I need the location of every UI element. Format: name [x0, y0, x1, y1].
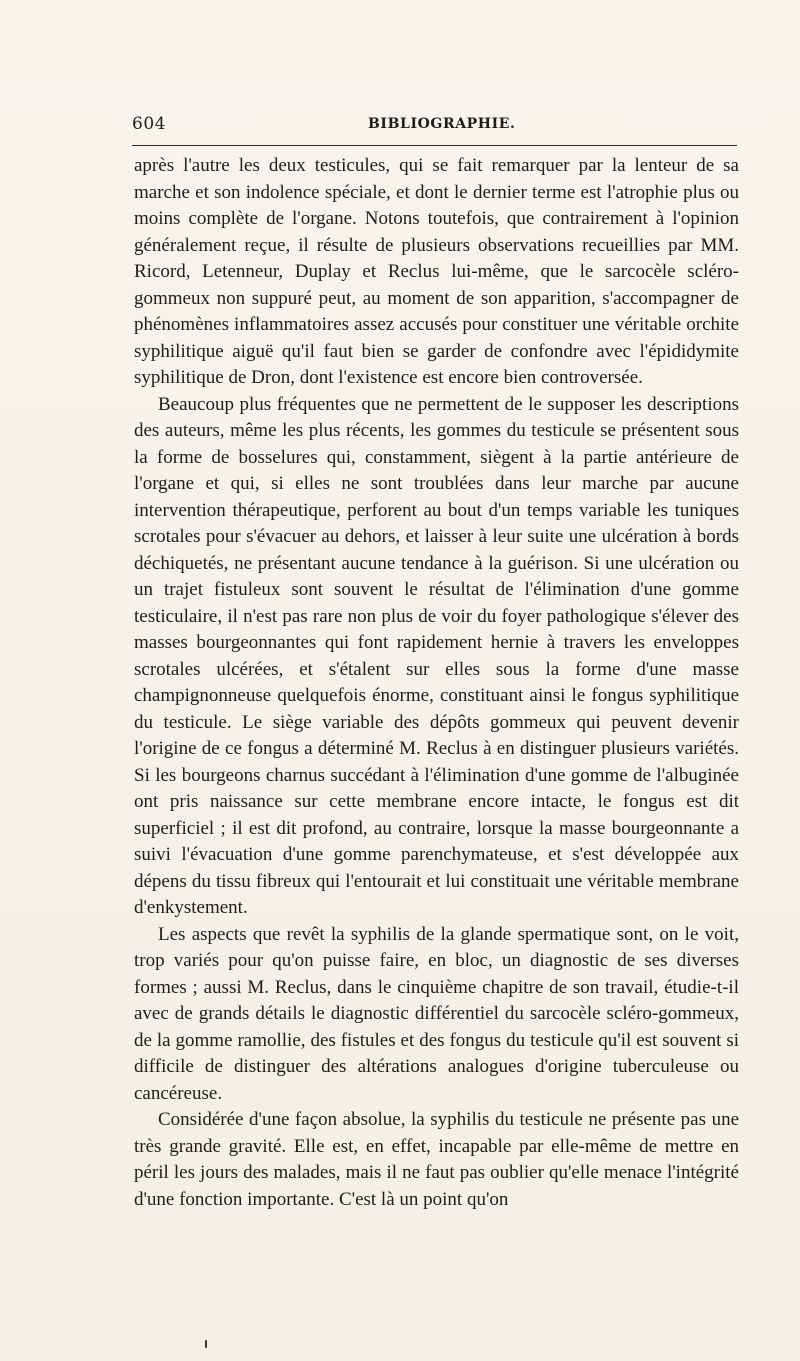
paragraph-2: Beaucoup plus fréquentes que ne permettent de le supposer les descriptions des auteurs, même les plus récents, les gommes du testicule se présentent sous la forme de bosselures qui, constamment, siègent à la partie antérieure de l'organe et qui, si elles ne sont troublées dans leur marche par aucune intervention thérapeutique, perforent au bout d'un temps variable les tuniques scrotales pour s'évacuer au dehors, et laisser à leur suite une ulcération à bords déchiquetés, ne présentant aucune tendance à la guérison. Si une ulcération ou un trajet fistuleux sont souvent le résultat de l'élimination d'une gomme testiculaire, il n'est pas rare non plus de voir du foyer pathologique s'élever des masses bourgeonnantes qui font rapidement hernie à travers les enveloppes scrotales ulcérées, et s'étalent sur elles sous la forme d'une masse champignonneuse quelquefois énorme, constituant ainsi le fongus syphilitique du testicule. Le siège variable des dépôts gommeux qui peuvent devenir l'origine de ce fongus a déterminé M. Reclus à en distinguer plusieurs variétés. Si les bourgeons charnus succédant à l'élimination d'une gomme de l'albuginée ont pris naissance sur cette membrane encore intacte, le fongus est dit superficiel ; il est dit profond, au contraire, lorsque la masse bourgeonnante a suivi l'évacuation d'une gomme parenchymateuse, et s'est développée aux dépens du tissu fibreux qui l'entourait et lui constituait une véritable membrane d'enkystement. [134, 393, 739, 918]
footer-mark [205, 1340, 207, 1348]
header-rule [132, 145, 737, 146]
body-text [134, 153, 739, 1213]
running-title: BIBLIOGRAPHIE. [368, 116, 516, 132]
page-header [132, 114, 737, 138]
paragraph-3: Les aspects que revêt la syphilis de la glande spermatique sont, on le voit, trop variés pour qu'on puisse faire, en bloc, un diagnostic de ses diverses formes ; aussi M. Reclus, dans le cinquième chapitre de son travail, étudie-t-il avec de grands détails le diagnostic différentiel du sarcocèle scléro-gommeux, de la gomme ramollie, des fistules et des fongus du testicule qu'il est souvent si difficile de distinguer des altérations analogues d'origine tuberculeuse ou cancéreuse. [134, 923, 739, 1104]
paragraph-4: Considérée d'une façon absolue, la syphilis du testicule ne présente pas une très grande gravité. Elle est, en effet, incapable par elle-même de mettre en péril les jours des malades, mais il ne faut pas oublier qu'elle menace l'intégrité d'une fonction importante. C'est là un point qu'on [134, 1109, 739, 1210]
page-number: 604 [132, 114, 166, 134]
paragraph-1: après l'autre les deux testicules, qui se fait remarquer par la lenteur de sa marche et son indolence spéciale, et dont le dernier terme est l'atrophie plus ou moins complète de l'organe. Notons toutefois, que contrairement à l'opinion généralement reçue, il résulte de plusieurs observations recueillies par MM. Ricord, Letenneur, Duplay et Reclus lui-même, que le sarcocèle scléro-gommeux non suppuré peut, au moment de son apparition, s'accompagner de phénomènes inflammatoires assez accusés pour constituer une véritable orchite syphilitique aiguë qu'il faut bien se garder de confondre avec l'épididymite syphilitique de Dron, dont l'existence est encore bien controversée. [134, 155, 739, 388]
